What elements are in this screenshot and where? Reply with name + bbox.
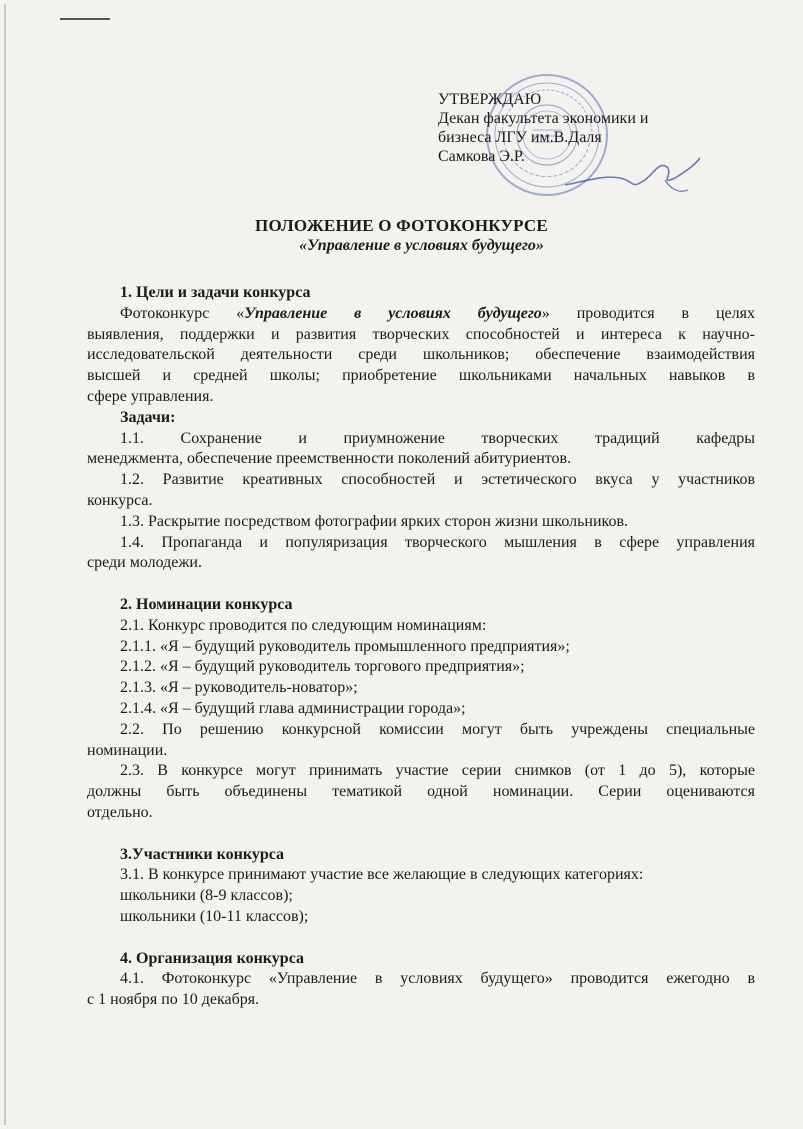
nomination-line: 2.1. Конкурс проводится по следующим номинациям: (120, 616, 487, 634)
participants-line: школьники (10-11 классов); (120, 907, 309, 925)
approval-block (438, 90, 758, 166)
nomination-line: отдельно. (87, 803, 153, 821)
top-rule (60, 18, 110, 20)
nomination-line: должны быть объединены тематикой одной номинации. Серии оцениваются (87, 783, 755, 801)
document-body (87, 283, 755, 1011)
document-title: ПОЛОЖЕНИЕ О ФОТОКОНКУРСЕ (255, 216, 548, 235)
approval-line: Самкова Э.Р. (438, 148, 525, 165)
participants-line: школьники (8-9 классов); (120, 887, 293, 905)
task-line: 1.4. Пропаганда и популяризация творческого мышления в сфере управления (120, 533, 755, 551)
nomination-line: номинации. (87, 741, 168, 759)
organization-line: с 1 ноября по 10 декабря. (87, 991, 260, 1009)
nomination-line: 2.1.1. «Я – будущий руководитель промышленного предприятия»; (120, 637, 570, 655)
participants-line: 3.1. В конкурсе принимают участие все желающие в следующих категориях: (120, 866, 644, 884)
document-subtitle: «Управление в условиях будущего» (299, 237, 544, 254)
task-line: 1.2. Развитие креативных способностей и эстетического вкуса у участников (120, 471, 755, 489)
task-line: 1.1. Сохранение и приумножение творческих традиций кафедры (120, 429, 755, 447)
task-line: менеджмента, обеспечение преемственности поколений абитуриентов. (87, 450, 572, 468)
contest-name: Управление в условиях будущего (244, 304, 542, 322)
section-heading: 1. Цели и задачи конкурса (120, 284, 311, 301)
approval-line: бизнеса ЛГУ им.В.Даля (438, 129, 602, 146)
section-heading: 3.Участники конкурса (120, 845, 285, 863)
tasks-heading: Задачи: (120, 408, 176, 426)
nomination-line: 2.3. В конкурсе могут принимать участие серии снимков (от 1 до 5), которые (120, 762, 755, 780)
nomination-line: 2.1.3. «Я – руководитель-новатор»; (120, 679, 358, 697)
task-line: конкурса. (87, 491, 153, 509)
nomination-line: 2.1.4. «Я – будущий глава администрации города»; (120, 699, 466, 717)
task-line: 1.3. Раскрытие посредством фотографии ярких сторон жизни школьников. (120, 512, 629, 530)
nomination-line: 2.2. По решению конкурсной комиссии могут быть учреждены специальные (120, 720, 755, 738)
section-heading: 2. Номинации конкурса (120, 595, 293, 613)
paragraph-line: выявления, поддержки и развития творческих способностей и интереса к научно- (87, 325, 755, 343)
paragraph-line (120, 304, 755, 325)
approval-line: УТВЕРЖДАЮ (438, 91, 542, 108)
task-line: среди молодежи. (87, 554, 202, 572)
section-heading: 4. Организация конкурса (120, 949, 304, 967)
nomination-line: 2.1.2. «Я – будущий руководитель торгового предприятия»; (120, 658, 525, 676)
paragraph-line: сфере управления. (87, 387, 214, 405)
paragraph-line: высшей и средней школы; приобретение школьниками начальных навыков в (87, 367, 755, 385)
organization-line: 4.1. Фотоконкурс «Управление в условиях будущего» проводится ежегодно в (120, 970, 755, 988)
approval-line: Декан факультета экономики и (438, 110, 649, 127)
text-fragment: » проводится в целях (541, 304, 755, 322)
paragraph-line: исследовательской деятельности среди школьников; обеспечение взаимодействия (87, 346, 755, 364)
text-fragment: Фотоконкурс « (120, 304, 245, 322)
